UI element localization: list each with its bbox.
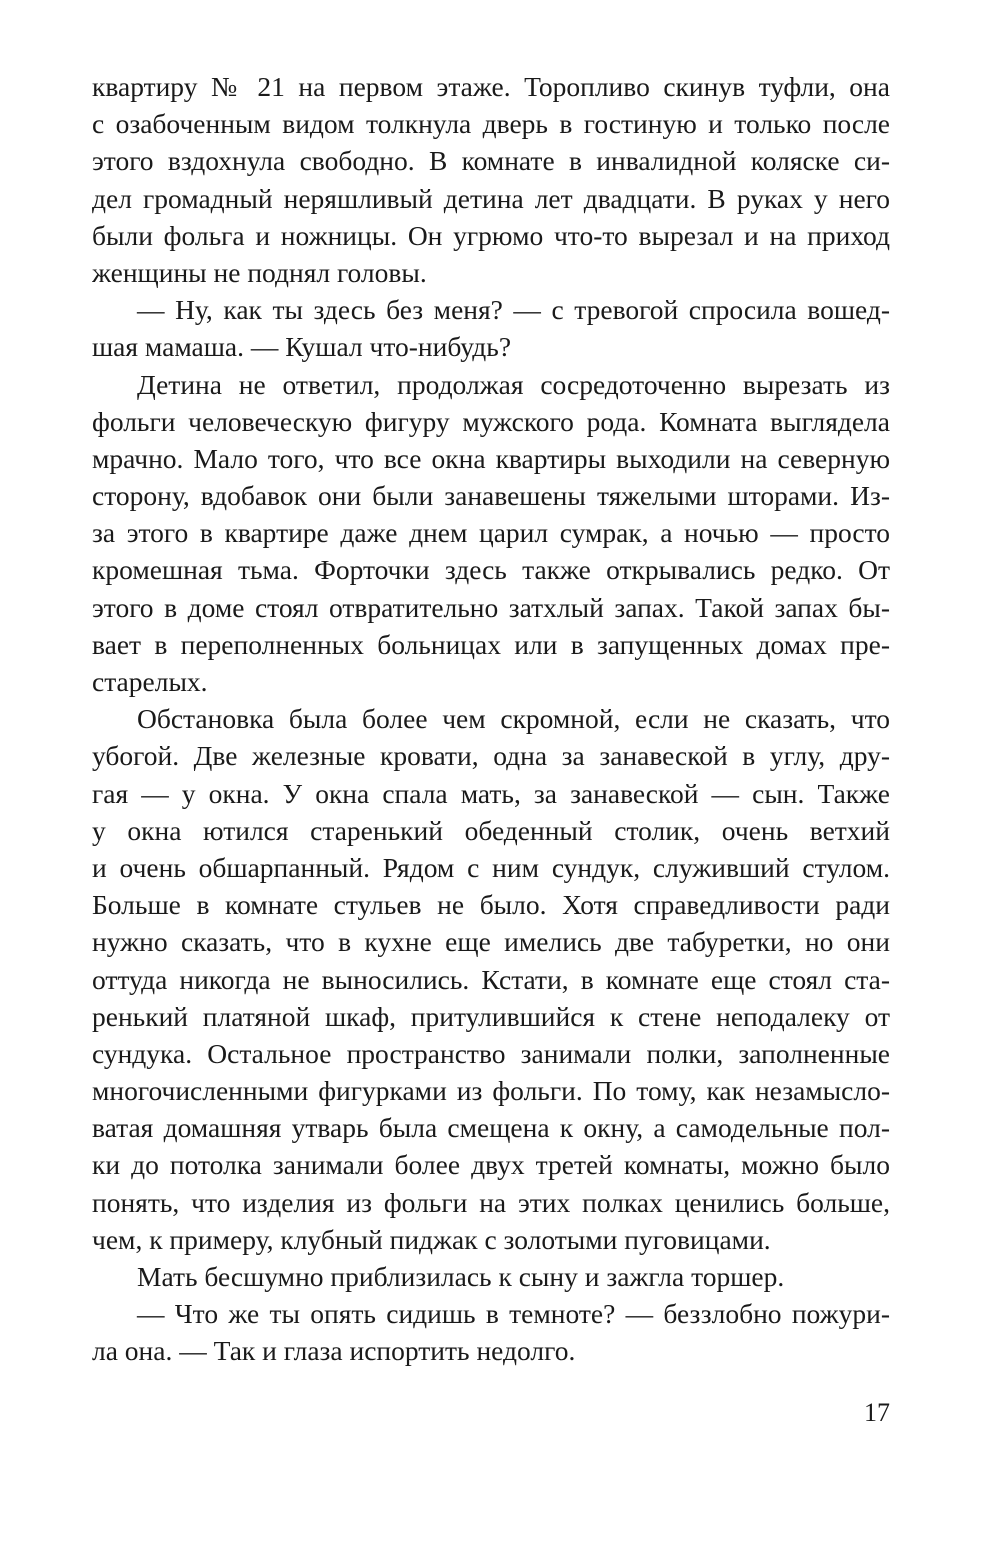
text-line: оттуда никогда не выносились. Кстати, в комнате еще стоял ста-	[92, 963, 890, 995]
text-line: фольги человеческую фигуру мужского рода. Комната выглядела	[92, 405, 890, 437]
text-line: у окна ютился старенький обеденный столик, очень ветхий	[92, 814, 890, 846]
text-line: этого в доме стоял отвратительно затхлый запах. Такой запах бы-	[92, 591, 890, 623]
text-line: квартиру № 21 на первом этаже. Торопливо скинув туфли, она	[92, 71, 890, 102]
text-line: старелых.	[92, 666, 208, 697]
text-line: мрачно. Мало того, что все окна квартиры выходили на северную	[92, 442, 890, 474]
text-line: ватая домашняя утварь была смещена к окну, а самодельные пол-	[92, 1112, 890, 1144]
text-line: за этого в квартире даже днем царил сумрак, а ночью — просто	[92, 517, 890, 549]
text-line: этого вздохнула свободно. В комнате в инвалидной коляске си-	[92, 145, 890, 177]
text-line: чем, к примеру, клубный пиджак с золотыми пуговицами.	[92, 1223, 771, 1255]
text-line: сундука. Остальное пространство занимали полки, заполненные	[92, 1037, 890, 1069]
text-line: кромешная тьма. Форточки здесь также открывались редко. От	[92, 554, 890, 586]
text-line: вает в переполненных больницах или в запущенных домах пре-	[92, 628, 890, 660]
text-line: ренький платяной шкаф, притулившийся к стене неподалеку от	[92, 1000, 890, 1032]
text-line: Больше в комнате стульев не было. Хотя справедливости ради	[92, 889, 890, 921]
text-line: и очень обшарпанный. Рядом с ним сундук, служивший стулом.	[92, 851, 890, 883]
text-line: ла она. — Так и глаза испортить недолго.	[92, 1335, 576, 1367]
text-line: сторону, вдобавок они были занавешены тяжелыми шторами. Из-	[92, 480, 890, 512]
text-line: — Что же ты опять сидишь в темноте? — беззлобно пожури-	[137, 1298, 890, 1330]
text-line: шая мамаша. — Кушал что-нибудь?	[92, 331, 512, 363]
text-line: — Ну, как ты здесь без меня? — с тревогой спросила вошед-	[137, 294, 890, 326]
text-line: женщины не поднял головы.	[92, 256, 427, 288]
text-line: дел громадный неряшливый детина лет двадцати. В руках у него	[92, 182, 890, 214]
text-line: с озабоченным видом толкнула дверь в гостиную и только после	[92, 108, 890, 140]
body-text	[92, 68, 890, 1370]
text-line: нужно сказать, что в кухне еще имелись две табуретки, но они	[92, 926, 890, 958]
text-line: Обстановка была более чем скромной, если не сказать, что	[137, 703, 890, 735]
text-line: были фольга и ножницы. Он угрюмо что-то вырезал и на приход	[92, 219, 890, 251]
text-line: гая — у окна. У окна спала мать, за занавеской — сын. Также	[92, 777, 890, 809]
text-line: ки до потолка занимали более двух третей комнаты, можно было	[92, 1149, 890, 1181]
text-line: убогой. Две железные кровати, одна за занавеской в углу, дру-	[92, 740, 890, 772]
text-line: Детина не ответил, продолжая сосредоточенно вырезать из	[137, 368, 890, 400]
text-line: Мать бесшумно приблизилась к сыну и зажгла торшер.	[137, 1261, 785, 1292]
text-line: понять, что изделия из фольги на этих полках ценились больше,	[92, 1186, 890, 1218]
page-number: 17	[864, 1398, 890, 1427]
text-line: многочисленными фигурками из фольги. По тому, как незамысло-	[92, 1075, 890, 1107]
